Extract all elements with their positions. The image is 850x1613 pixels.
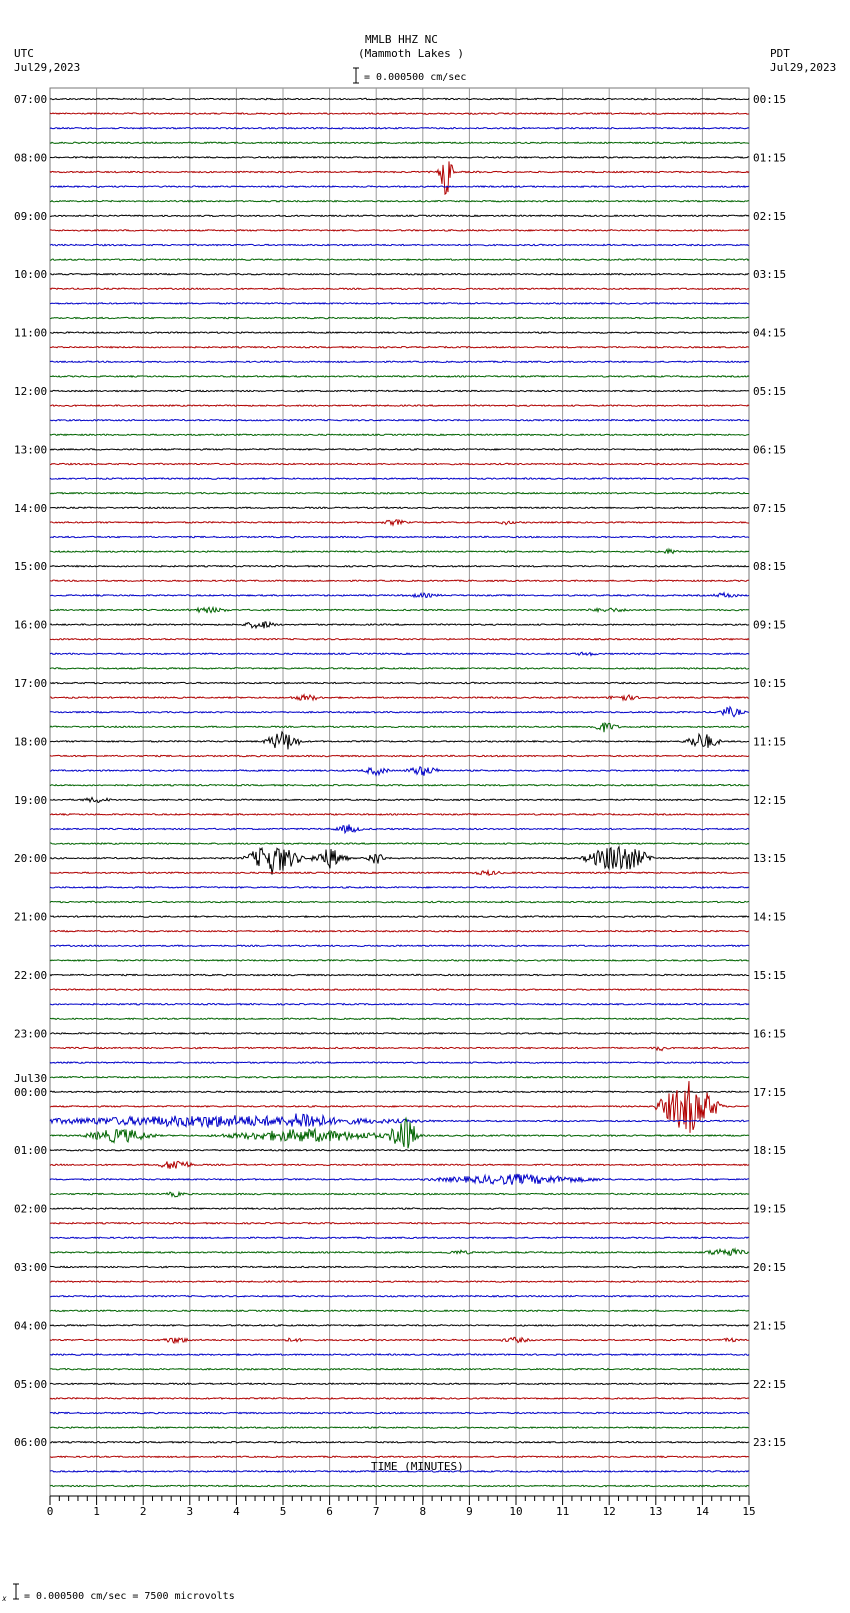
seismic-trace — [50, 449, 749, 450]
x-tick-label: 10 — [509, 1505, 523, 1518]
seismic-trace — [50, 1237, 749, 1238]
seismic-trace — [50, 1412, 749, 1413]
utc-hour-label: 12:00 — [14, 385, 48, 398]
seismic-trace — [50, 639, 749, 640]
seismic-trace — [50, 1114, 749, 1127]
pdt-hour-label: 01:15 — [753, 151, 787, 165]
utc-date-label: Jul29,2023 — [14, 61, 81, 74]
seismic-trace — [50, 128, 749, 129]
seismic-trace — [50, 723, 749, 732]
seismic-trace — [50, 593, 749, 598]
seismic-trace — [50, 707, 749, 717]
seismic-trace — [50, 463, 749, 464]
seismic-trace — [50, 1485, 749, 1486]
seismic-trace — [50, 974, 749, 975]
seismic-trace — [50, 1062, 749, 1063]
seismic-trace — [50, 652, 749, 655]
x-tick-label: 8 — [419, 1505, 427, 1518]
seismic-trace — [50, 622, 749, 628]
seismic-trace — [50, 1223, 749, 1224]
seismic-trace — [50, 1456, 749, 1457]
seismic-trace — [50, 901, 749, 902]
pdt-hour-label: 03:15 — [753, 268, 787, 282]
pdt-hour-label: 13:15 — [753, 852, 787, 866]
x-tick-label: 14 — [695, 1505, 710, 1518]
seismic-trace — [50, 186, 749, 187]
pdt-hour-label: 07:15 — [753, 501, 787, 515]
seismic-trace — [50, 580, 749, 581]
utc-hour-label: 21:00 — [14, 910, 48, 924]
pdt-hour-label: 02:15 — [753, 209, 787, 223]
seismic-trace — [50, 1296, 749, 1297]
utc-hour-label: 08:00 — [14, 151, 48, 165]
x-tick-label: 7 — [372, 1505, 380, 1518]
x-tick-label: 9 — [466, 1505, 473, 1518]
pdt-hour-label: 20:15 — [753, 1261, 787, 1274]
utc-date-change-label: Jul30 — [14, 1071, 48, 1085]
utc-hour-label: 00:00 — [14, 1085, 48, 1099]
seismic-trace — [50, 945, 749, 946]
seismic-trace — [50, 1004, 749, 1005]
seismic-trace — [50, 843, 749, 844]
station-location: (Mammoth Lakes ) — [358, 47, 464, 60]
pdt-hour-label: 09:15 — [753, 618, 787, 632]
x-tick-label: 1 — [93, 1505, 100, 1518]
pdt-hour-label: 15:15 — [753, 969, 787, 982]
footer-scale-label: = 0.000500 cm/sec = 7500 microvolts — [24, 1591, 235, 1602]
pdt-hour-label: 11:15 — [753, 735, 787, 749]
seismic-trace — [50, 161, 749, 194]
seismic-trace — [50, 695, 749, 700]
utc-hour-label: 13:00 — [14, 443, 48, 457]
seismic-trace — [50, 682, 749, 683]
seismic-trace — [50, 871, 749, 875]
seismic-trace — [50, 931, 749, 932]
x-tick-label: 3 — [186, 1505, 194, 1518]
x-tick-label: 0 — [46, 1505, 54, 1518]
seismic-trace — [50, 507, 749, 508]
scale-label: = 0.000500 cm/sec — [364, 72, 467, 83]
utc-hour-label: 11:00 — [14, 326, 48, 340]
seismic-trace — [50, 332, 749, 333]
utc-hour-label: 03:00 — [14, 1261, 48, 1274]
seismic-trace — [50, 405, 749, 406]
seismic-trace — [50, 536, 749, 537]
seismic-trace — [50, 1091, 749, 1092]
seismic-trace — [50, 1310, 749, 1311]
seismic-trace — [50, 755, 749, 756]
pdt-hour-label: 18:15 — [753, 1144, 787, 1158]
pdt-hour-label: 23:15 — [753, 1436, 787, 1450]
seismic-trace — [50, 1383, 749, 1384]
seismic-trace — [50, 1249, 749, 1255]
seismic-trace — [50, 549, 749, 553]
seismic-trace — [50, 1281, 749, 1282]
utc-hour-label: 18:00 — [14, 735, 48, 749]
seismic-trace — [50, 347, 749, 348]
seismic-trace — [50, 434, 749, 435]
utc-hour-label: 17:00 — [14, 677, 48, 690]
seismic-traces — [50, 98, 749, 1486]
pdt-hour-label: 04:15 — [753, 326, 787, 340]
x-axis-label: TIME (MINUTES) — [371, 1460, 464, 1473]
seismic-trace — [50, 1077, 749, 1078]
seismic-trace — [50, 1337, 749, 1343]
seismic-trace — [50, 989, 749, 990]
seismic-trace — [50, 1192, 749, 1197]
pdt-hour-label: 16:15 — [753, 1027, 787, 1041]
seismic-trace — [50, 259, 749, 260]
hour-labels — [14, 93, 786, 1449]
seismic-trace — [50, 916, 749, 917]
seismic-trace — [50, 1354, 749, 1355]
seismic-trace — [50, 1018, 749, 1019]
pdt-hour-label: 21:15 — [753, 1319, 787, 1333]
pdt-zone-label: PDT — [770, 47, 790, 60]
seismic-trace — [50, 847, 749, 875]
seismic-trace — [50, 361, 749, 362]
seismic-trace — [50, 1442, 749, 1443]
seismic-trace — [50, 478, 749, 479]
seismic-trace — [50, 230, 749, 231]
seismic-trace — [50, 113, 749, 114]
utc-hour-label: 19:00 — [14, 793, 48, 807]
utc-hour-label: 05:00 — [14, 1377, 48, 1391]
pdt-hour-label: 05:15 — [753, 385, 787, 398]
seismic-trace — [50, 1325, 749, 1326]
footer-scale-bar-icon — [12, 1583, 20, 1600]
plot-frame — [50, 88, 749, 1496]
x-tick-label: 4 — [233, 1505, 240, 1518]
utc-hour-label: 10:00 — [14, 268, 48, 282]
pdt-hour-label: 14:15 — [753, 910, 787, 924]
seismic-trace — [50, 201, 749, 202]
seismic-trace — [50, 1398, 749, 1399]
utc-hour-label: 20:00 — [14, 852, 48, 866]
seismic-trace — [50, 825, 749, 833]
utc-hour-label: 22:00 — [14, 969, 48, 982]
utc-hour-label: 15:00 — [14, 560, 48, 574]
seismic-trace — [50, 274, 749, 275]
seismic-trace — [50, 1427, 749, 1428]
seismic-trace — [50, 1033, 749, 1034]
pdt-hour-label: 10:15 — [753, 677, 787, 690]
seismic-trace — [50, 1208, 749, 1209]
seismic-trace — [50, 785, 749, 786]
pdt-hour-label: 06:15 — [753, 443, 787, 457]
seismic-trace — [50, 767, 749, 776]
pdt-date-label: Jul29,2023 — [770, 61, 837, 74]
seismic-trace — [50, 157, 749, 158]
x-tick-label: 2 — [139, 1505, 147, 1518]
seismic-trace — [50, 798, 749, 803]
time-axis — [47, 1496, 756, 1518]
footer-mark-icon: 𝑥 — [2, 1594, 7, 1603]
seismic-trace — [50, 960, 749, 961]
utc-hour-label: 06:00 — [14, 1436, 48, 1450]
seismic-trace — [50, 668, 749, 669]
seismic-trace — [50, 215, 749, 216]
seismic-trace — [50, 1150, 749, 1151]
x-tick-label: 11 — [555, 1505, 570, 1518]
utc-zone-label: UTC — [14, 47, 34, 60]
seismic-trace — [50, 607, 749, 613]
seismic-trace — [50, 566, 749, 567]
seismic-trace — [50, 303, 749, 304]
pdt-hour-label: 00:15 — [753, 93, 787, 106]
seismic-trace — [50, 1266, 749, 1267]
scale-bar-icon — [352, 67, 360, 84]
seismic-trace — [50, 1081, 749, 1133]
x-tick-label: 5 — [279, 1505, 287, 1518]
minute-gridlines — [50, 88, 749, 1496]
pdt-hour-label: 19:15 — [753, 1202, 787, 1216]
x-tick-label: 12 — [602, 1505, 616, 1518]
station-title: MMLB HHZ NC — [365, 33, 438, 46]
x-tick-label: 15 — [742, 1505, 756, 1518]
pdt-hour-label: 22:15 — [753, 1377, 787, 1391]
seismic-trace — [50, 493, 749, 494]
seismic-trace — [50, 1161, 749, 1169]
seismic-trace — [50, 98, 749, 99]
seismic-trace — [50, 520, 749, 525]
utc-hour-label: 23:00 — [14, 1027, 48, 1041]
seismic-trace — [50, 1174, 749, 1185]
seismic-trace — [50, 317, 749, 318]
seismic-trace — [50, 1369, 749, 1370]
pdt-hour-label: 12:15 — [753, 793, 787, 807]
seismic-trace — [50, 887, 749, 888]
utc-hour-label: 07:00 — [14, 93, 48, 106]
utc-hour-label: 14:00 — [14, 501, 48, 515]
seismic-trace — [50, 420, 749, 421]
seismic-trace — [50, 142, 749, 143]
x-tick-label: 13 — [649, 1505, 663, 1518]
seismic-trace — [50, 1047, 749, 1051]
seismic-trace — [50, 390, 749, 391]
pdt-hour-label: 08:15 — [753, 560, 787, 574]
pdt-hour-label: 17:15 — [753, 1085, 787, 1099]
utc-hour-label: 04:00 — [14, 1319, 48, 1333]
x-tick-label: 6 — [326, 1505, 333, 1518]
seismic-trace — [50, 244, 749, 245]
utc-hour-label: 09:00 — [14, 209, 48, 223]
seismic-trace — [50, 288, 749, 289]
seismic-trace — [50, 732, 749, 749]
utc-hour-label: 16:00 — [14, 618, 48, 632]
seismic-trace — [50, 814, 749, 815]
seismic-trace — [50, 376, 749, 377]
utc-hour-label: 01:00 — [14, 1144, 48, 1158]
utc-hour-label: 02:00 — [14, 1202, 48, 1216]
